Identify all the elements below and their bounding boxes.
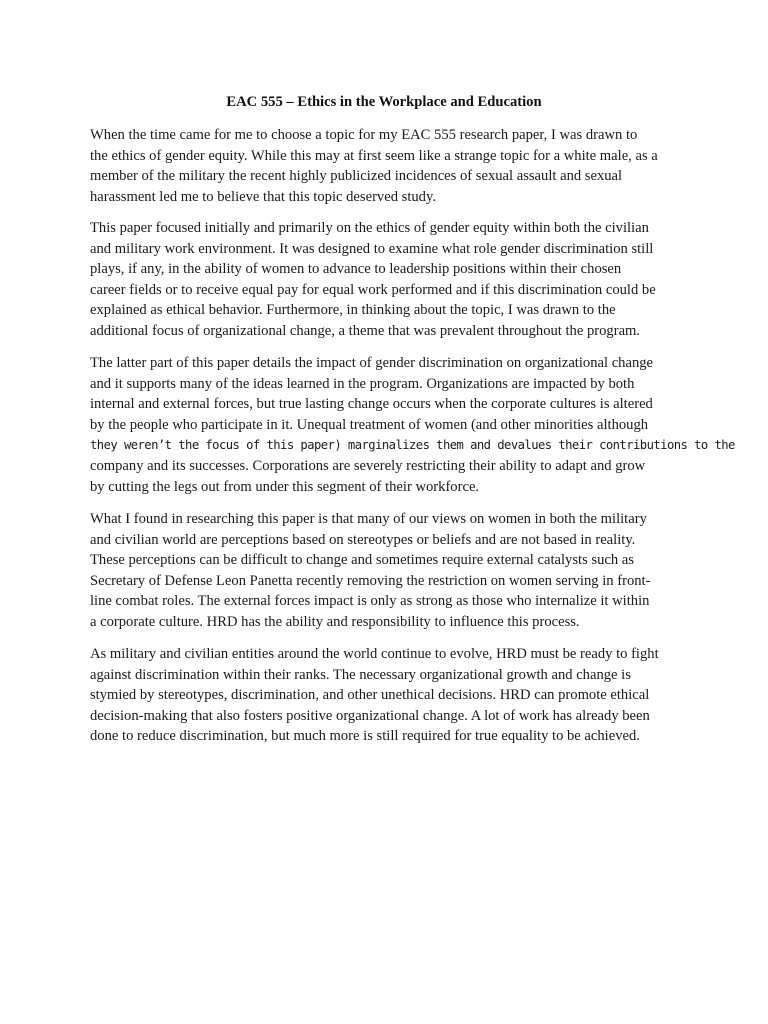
paragraph-line: These perceptions can be difficult to change and sometimes require external catalysts such as bbox=[90, 552, 634, 569]
paragraph-line: the ethics of gender equity. While this may at first seem like a strange topic for a white male, as a bbox=[90, 147, 658, 164]
paragraph-line: line combat roles. The external forces impact is only as strong as those who internalize it within bbox=[90, 593, 650, 610]
paragraph-line: This paper focused initially and primarily on the ethics of gender equity within both the civilian bbox=[90, 220, 649, 236]
paragraph-line: additional focus of organizational change, a theme that was prevalent throughout the program. bbox=[90, 322, 641, 339]
paragraph-line: stymied by stereotypes, discrimination, and other unethical decisions. HRD can promote ethical bbox=[90, 687, 650, 704]
paragraph-line: As military and civilian entities around the world continue to evolve, HRD must be ready to fight bbox=[90, 646, 659, 662]
paragraph-line: company and its successes. Corporations are severely restricting their ability to adapt and grow bbox=[90, 457, 646, 474]
paragraph-5 bbox=[90, 644, 690, 747]
paragraph-line: The latter part of this paper details the impact of gender discrimination on organizational change bbox=[90, 355, 654, 371]
paragraph-3 bbox=[90, 353, 735, 497]
paragraph-line: member of the military the recent highly publicized incidences of sexual assault and sexual bbox=[90, 168, 623, 185]
paragraph-line: What I found in researching this paper is that many of our views on women in both the military bbox=[90, 511, 647, 527]
paragraph-4 bbox=[90, 509, 690, 633]
paragraph-line: career fields or to receive equal pay for equal work performed and if this discrimination could be bbox=[90, 281, 656, 298]
paragraph-line: When the time came for me to choose a topic for my EAC 555 research paper, I was drawn to bbox=[90, 127, 638, 143]
paragraph-line: done to reduce discrimination, but much more is still required for true equality to be achieved. bbox=[90, 728, 640, 745]
paragraph-line: and military work environment. It was designed to examine what role gender discrimination still bbox=[90, 240, 654, 257]
paragraph-line: explained as ethical behavior. Furthermore, in thinking about the topic, I was drawn to the bbox=[90, 302, 616, 319]
paragraph-line: against discrimination within their ranks. The necessary organizational growth and change is bbox=[90, 666, 631, 683]
paragraph-line-alt-font: they weren’t the focus of this paper) marginalizes them and devalues their contributions to the bbox=[90, 438, 735, 453]
paragraph-1 bbox=[90, 125, 690, 207]
document-title: EAC 555 – Ethics in the Workplace and Education bbox=[226, 94, 542, 110]
paragraph-line: and it supports many of the ideas learned in the program. Organizations are impacted by both bbox=[90, 375, 635, 392]
paragraph-line: plays, if any, in the ability of women to advance to leadership positions within their chosen bbox=[90, 261, 622, 278]
paragraph-line: internal and external forces, but true lasting change occurs when the corporate cultures is altered bbox=[90, 396, 653, 413]
paragraph-line: a corporate culture. HRD has the ability and responsibility to influence this process. bbox=[90, 613, 580, 630]
paragraph-line: harassment led me to believe that this topic deserved study. bbox=[90, 188, 436, 205]
paragraph-line: decision-making that also fosters positive organizational change. A lot of work has already been bbox=[90, 707, 650, 724]
paragraph-line: and civilian world are perceptions based on stereotypes or beliefs and are not based in reality. bbox=[90, 531, 636, 548]
paragraph-line: Secretary of Defense Leon Panetta recently removing the restriction on women serving in front- bbox=[90, 572, 651, 589]
paragraph-line: by cutting the legs out from under this segment of their workforce. bbox=[90, 478, 480, 495]
paragraph-2 bbox=[90, 218, 690, 342]
paragraph-line: by the people who participate in it. Unequal treatment of women (and other minorities although bbox=[90, 416, 649, 433]
